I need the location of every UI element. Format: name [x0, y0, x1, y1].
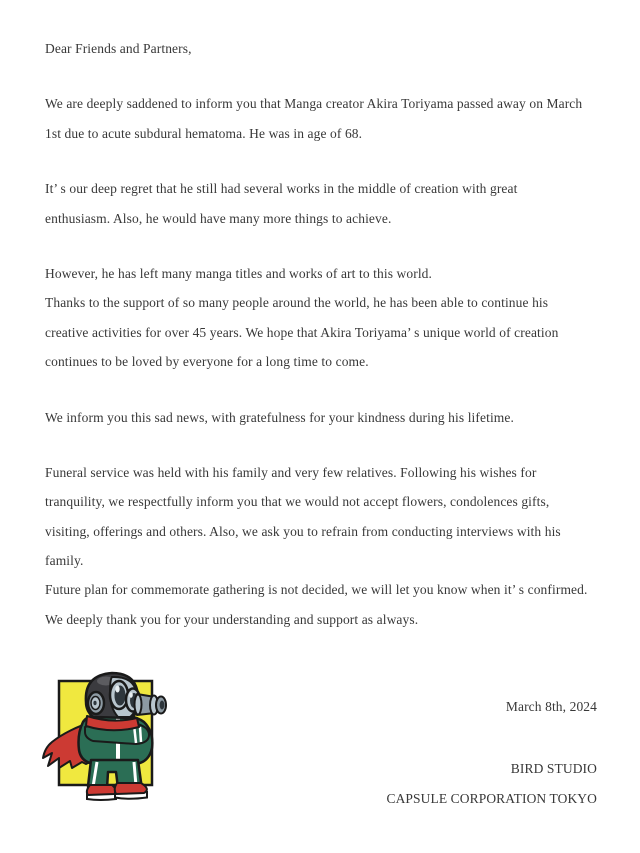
letter-line: It’ s our deep regret that he still had several works in the middle of creation with great	[45, 181, 518, 197]
letter-line: Dear Friends and Partners,	[45, 41, 192, 56]
snout-joint	[135, 695, 142, 715]
signature-bird-studio: BIRD STUDIO	[510, 761, 597, 776]
cuff-stripe	[140, 727, 141, 742]
letter-line: enthusiasm. Also, he would have many more things to achieve.	[45, 210, 392, 226]
sneaker	[115, 783, 147, 794]
salutation-paragraph	[45, 34, 597, 63]
toriyama-self-portrait-illustration	[40, 660, 180, 810]
paragraph-passing-announcement	[45, 89, 597, 148]
snout-end-hole	[160, 701, 165, 710]
letter-line: However, he has left many manga titles and works of art to this world.	[45, 265, 432, 281]
letter-line: We deeply thank you for your understanding and support as always.	[45, 611, 419, 627]
letter-date: March 8th, 2024	[505, 699, 597, 714]
paragraph-gratitude	[45, 403, 597, 432]
letter-line: continues to be loved by everyone for a long time to come.	[45, 354, 369, 370]
paragraph-funeral	[45, 458, 597, 634]
letter-line: family.	[45, 553, 84, 569]
goggle-highlight	[115, 686, 119, 693]
letter-line: visiting, offerings and others. Also, we ask you to refrain from conducting interviews with his	[45, 523, 561, 539]
letter-line: Future plan for commemorate gathering is not decided, we will let you know when it’ s confirmed.	[45, 582, 588, 598]
letter-line: Funeral service was held with his family and very few relatives. Following his wishes for	[45, 464, 537, 480]
letter-line: tranquility, we respectfully inform you that we would not accept flowers, condolences gifts,	[45, 494, 550, 510]
ear-valve-center	[93, 701, 96, 705]
letter-line: 1st due to acute subdural hematoma. He was in age of 68.	[45, 125, 363, 141]
letter-line: We are deeply saddened to inform you that Manga creator Akira Toriyama passed away on March	[45, 96, 583, 112]
signature-capsule-corporation-tokyo: CAPSULE CORPORATION TOKYO	[386, 791, 597, 806]
letter-line: Thanks to the support of so many people around the world, he has been able to continue his	[45, 295, 549, 311]
letter-line: We inform you this sad news, with gratefulness for your kindness during his lifetime.	[45, 409, 514, 425]
paragraph-regret	[45, 174, 597, 233]
letter-line: creative activities for over 45 years. We hope that Akira Toriyama’ s unique world of creation	[45, 324, 559, 340]
goggle-highlight	[129, 692, 133, 698]
paragraph-legacy	[45, 259, 597, 377]
sneaker	[87, 785, 116, 795]
